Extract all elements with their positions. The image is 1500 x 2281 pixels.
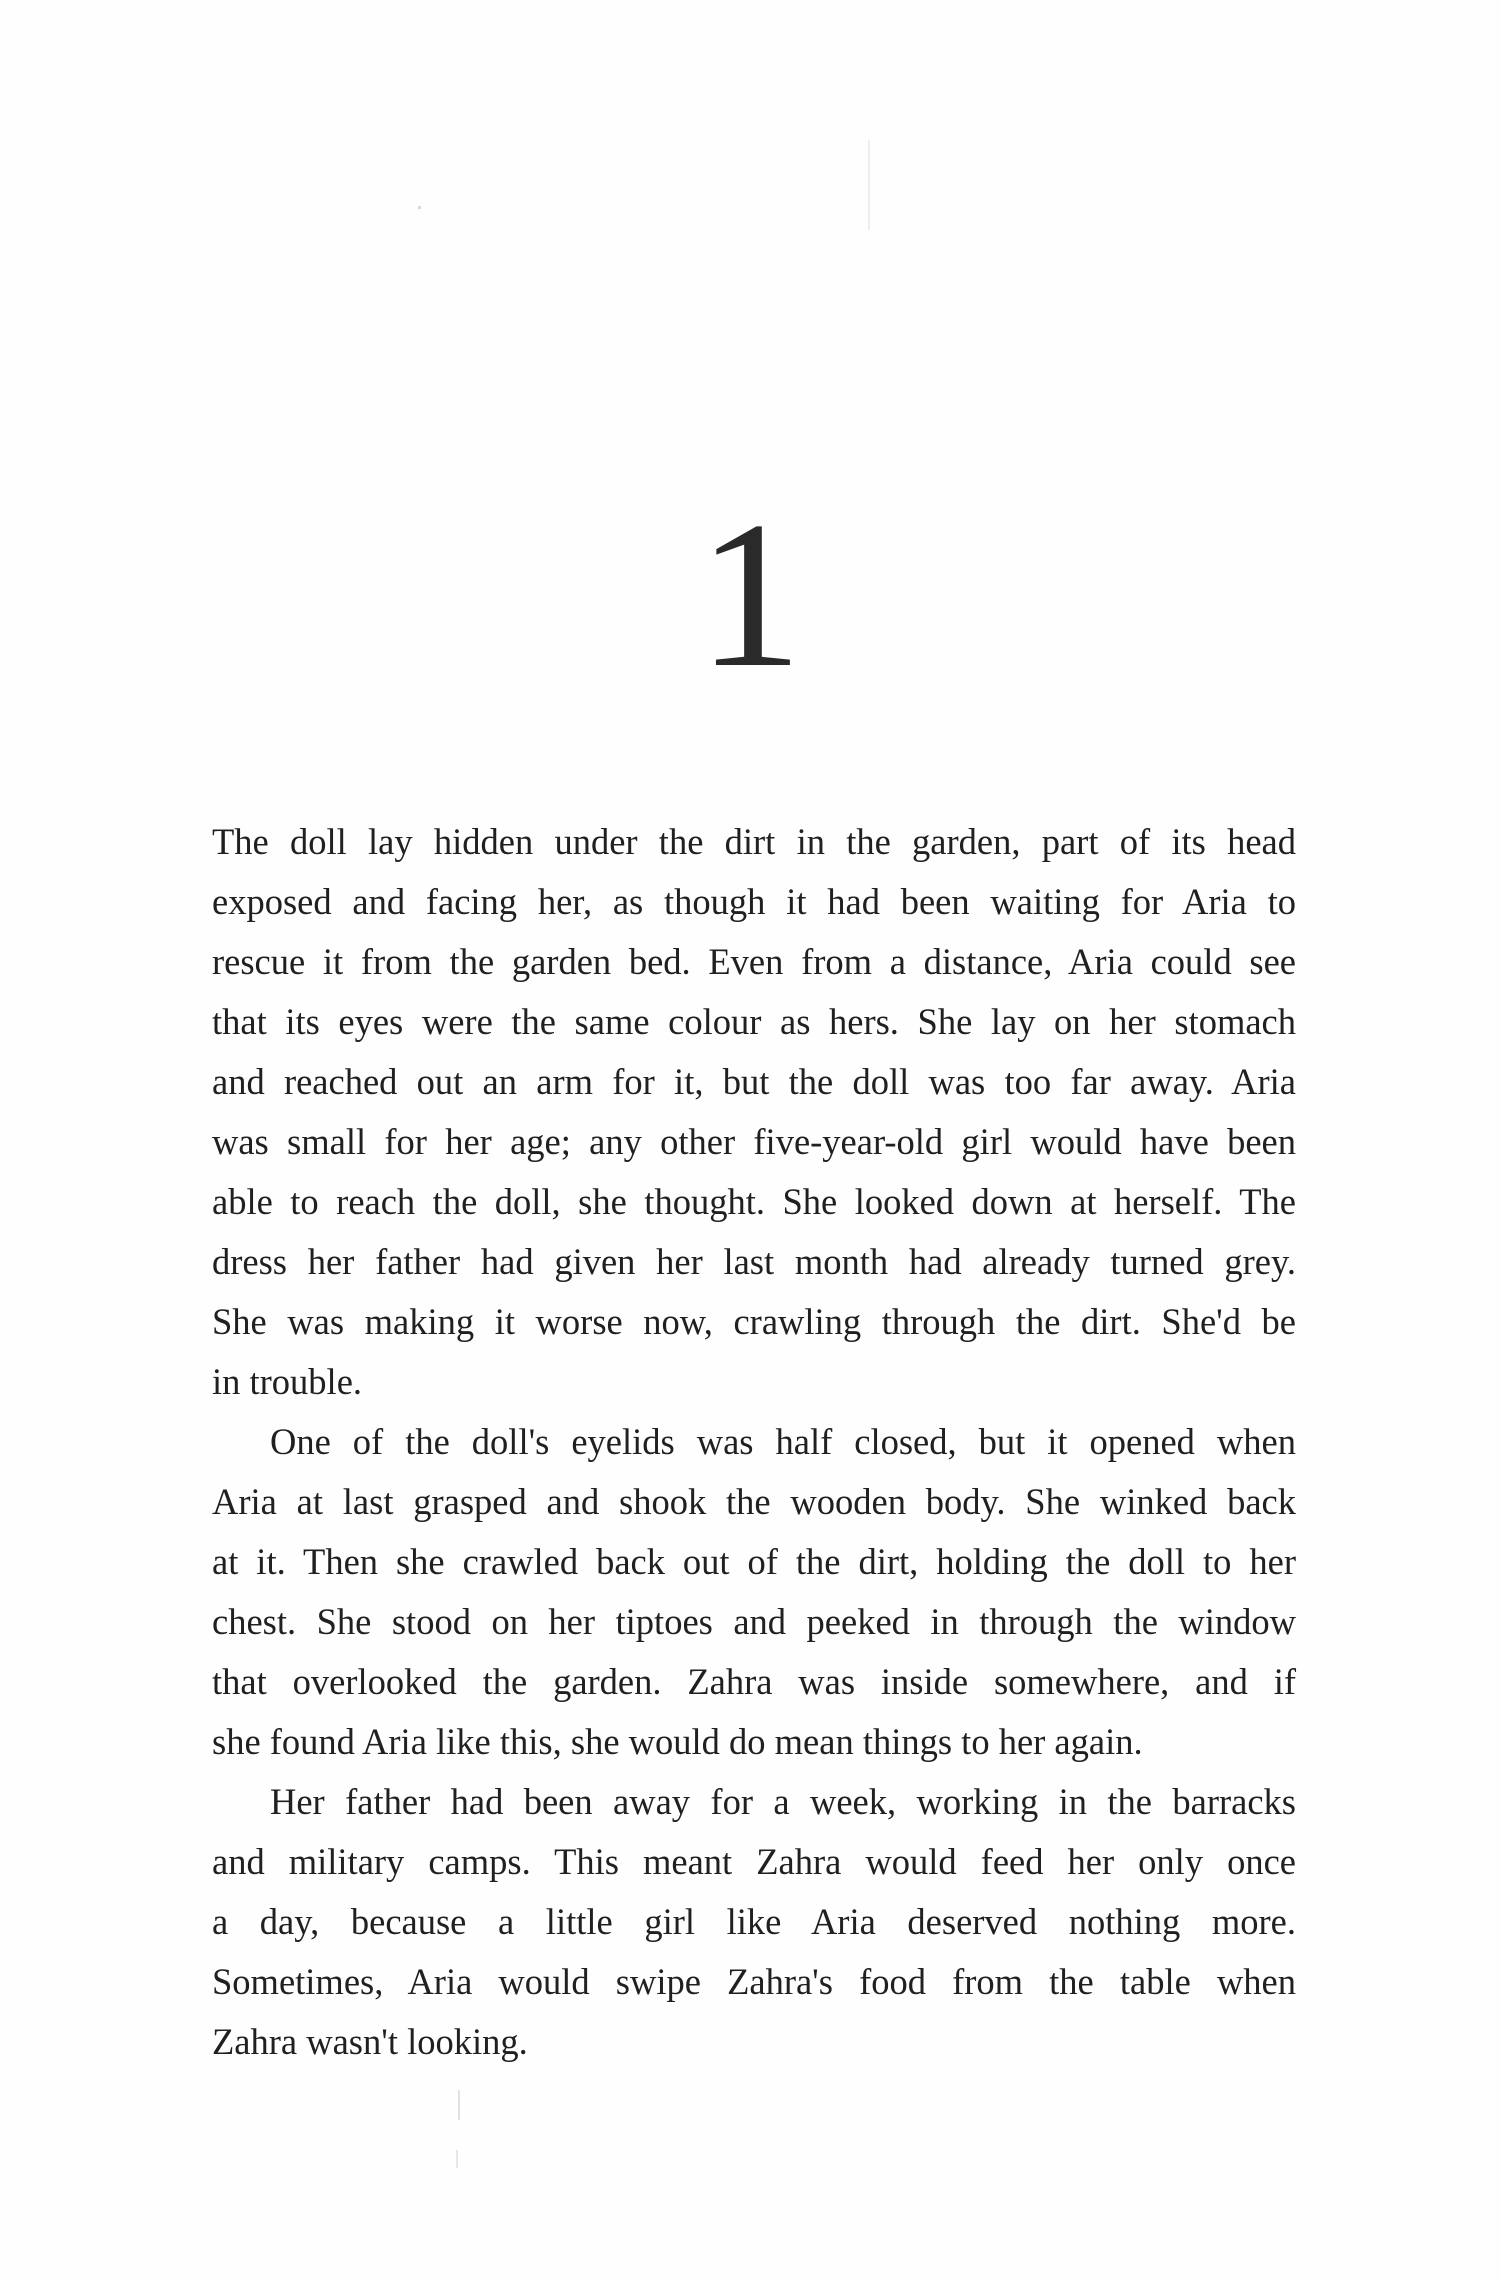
paper-speck xyxy=(868,140,870,230)
text-line: and military camps. This meant Zahra would feed her only once xyxy=(212,1841,1296,1882)
text-line: able to reach the doll, she thought. She looked down at herself. The xyxy=(212,1181,1296,1222)
chapter-number: 1 xyxy=(697,479,803,711)
text-line: rescue it from the garden bed. Even from a distance, Aria could see xyxy=(212,941,1296,982)
paragraph-3 xyxy=(212,1772,1296,2072)
text-line: that overlooked the garden. Zahra was inside somewhere, and if xyxy=(212,1661,1296,1702)
text-line: dress her father had given her last month had already turned grey. xyxy=(212,1241,1296,1282)
paper-speck xyxy=(458,2090,460,2120)
text-line: Zahra wasn't looking. xyxy=(212,2021,528,2062)
chapter-body-text xyxy=(212,812,1296,2072)
text-line: that its eyes were the same colour as hers. She lay on her stomach xyxy=(212,1001,1296,1042)
paragraph-2 xyxy=(212,1412,1296,1772)
text-line: in trouble. xyxy=(212,1361,363,1402)
text-line: Sometimes, Aria would swipe Zahra's food from the table when xyxy=(212,1961,1296,2002)
text-line: a day, because a little girl like Aria deserved nothing more. xyxy=(212,1901,1296,1942)
text-line: was small for her age; any other five-year-old girl would have been xyxy=(212,1121,1296,1162)
paper-speck xyxy=(456,2150,458,2168)
text-line: chest. She stood on her tiptoes and peeked in through the window xyxy=(212,1601,1296,1642)
text-line: One of the doll's eyelids was half closed, but it opened when xyxy=(270,1421,1296,1462)
text-line: exposed and facing her, as though it had been waiting for Aria to xyxy=(212,881,1296,922)
text-line: Aria at last grasped and shook the wooden body. She winked back xyxy=(212,1481,1296,1522)
text-line: Her father had been away for a week, working in the barracks xyxy=(270,1781,1296,1822)
paper-speck xyxy=(418,206,421,209)
text-line: she found Aria like this, she would do mean things to her again. xyxy=(212,1721,1143,1762)
paragraph-1 xyxy=(212,812,1296,1412)
text-line: She was making it worse now, crawling through the dirt. She'd be xyxy=(212,1301,1296,1342)
text-line: The doll lay hidden under the dirt in the garden, part of its head xyxy=(212,821,1296,862)
text-line: and reached out an arm for it, but the doll was too far away. Aria xyxy=(212,1061,1296,1102)
text-line: at it. Then she crawled back out of the dirt, holding the doll to her xyxy=(212,1541,1296,1582)
